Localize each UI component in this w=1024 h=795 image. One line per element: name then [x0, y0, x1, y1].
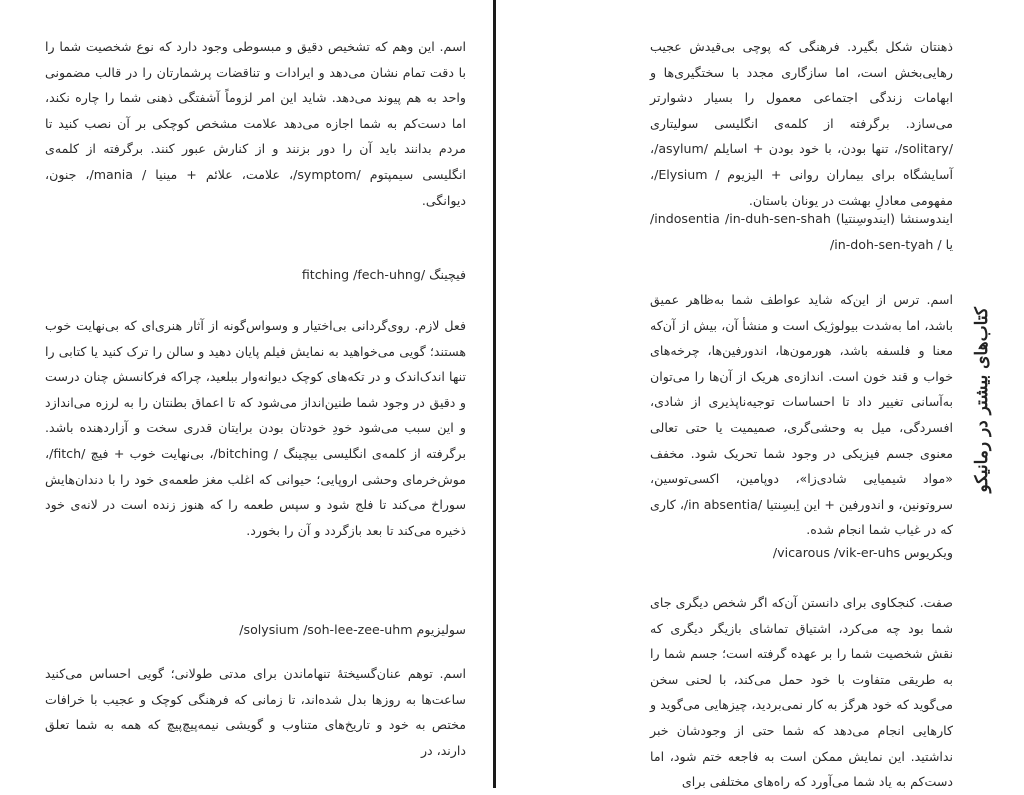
running-title [958, 300, 1006, 500]
left-paragraph-2: فعل لازم. روی‌گردانی بی‌اختیار و وسواس‌گونه از آثار هنری‌ای که بی‌نهایت خوب هستند؛ گویی می‌خواهید به نمایش فیلم پایان دهید و سالن را ترک کنید یا کتابی را تنها اندک‌اندک و در تکه‌های کوچک دیوانه‌وار ببلعید، چراکه فرکانسش چنان درست و دقیق در وجود شما طنین‌انداز می‌شود که تا اعماق بطنتان را به لرزه می‌اندازد و این سبب می‌شود خودِ خودتان بودن برایتان قدری سخت و آزاردهنده باشد. برگرفته از کلمه‌ی انگلیسی بیچینگ / bitching/، بی‌نهایت خوب + فیچ /fitch/، موش‌خرمای وحشی اروپایی؛ حیوانی که اغلب مغز طعمه‌ی خود را با دندان‌هایش سوراخ می‌کند تا فلج شود و سپس طعمه را که هنوز زنده است در لانه‌ی خود ذخیره می‌کند تا بعد بازگردد و آن را بخورد. [45, 318, 466, 538]
right-entry-heading-vicarous: ویکریوس vicarous /vik-er-uhs/ [772, 545, 953, 560]
running-title-text: کتاب‌های بیشتر در رمانیکو [972, 307, 992, 493]
right-paragraph-3: صفت. کنجکاوی برای دانستن آن‌که اگر شخص دیگری جای شما بود چه می‌کرد، اشتیاق تماشای بازیگر دیگری که نقش شخصیت شما را بر عهده گرفته است؛ جسم شما را به طریقی متفاوت با خود حمل می‌کند، با لحنی سخن می‌گوید که خود هرگز به کار نمی‌بردید، چیزهایی می‌گوید و کارهایی انجام می‌دهد که شما حتی از وجودشان خبر نداشتید. این نمایش ممکن است به فاجعه ختم شود، اما دست‌کم به یاد شما می‌آورد که راه‌های مختلفی برای [650, 595, 953, 790]
left-entry-heading-fitching: فیچینگ /fitching /fech-uhng [301, 267, 466, 282]
page-divider [493, 0, 496, 788]
left-entry-heading-solysium: سولیزیوم solysium /soh-lee-zee-uhm/ [239, 622, 466, 637]
left-paragraph-3: اسم. توهم عنان‌گسیختهٔ تنهاماندن برای مدتی طولانی؛ گویی احساس می‌کنید ساعت‌ها به روزها بدل شده‌اند، تا زمانی که فرهنگی کوچک و عجیب با خرافات مختص به خود و تاریخ‌های متناوب و گویشی نیمه‌پیچ‌پیچ که همه به شما تعلق دارند، در [45, 666, 466, 758]
right-paragraph-1: ذهنتان شکل بگیرد. فرهنگی که پوچی بی‌قیدش عجیب رهایی‌بخش است، اما سازگاری مجدد با سختگیری‌ها و ابهامات زندگی اجتماعی معمول را بسیار دشوارتر می‌سازد. برگرفته از کلمه‌ی انگلیسی سولیتاری /solitary/، تنها بودن، با خود بودن + اسایلم /asylum/، آسایشگاه برای بیماران روانی + الیزیوم / Elysium/، مفهومی معادلِ بهشت در یونان باستان. [650, 39, 953, 208]
right-paragraph-2: اسم. ترس از این‌که شاید عواطف شما به‌ظاهر عمیق باشد، اما به‌شدت بیولوژیک است و منشأ آن، بیش از آن‌که معنا و فلسفه باشد، هورمون‌ها، اندورفین‌ها، چرخه‌های خواب و قند خون است. اندازه‌ی هریک از آن‌ها را می‌توان به‌آسانی تغییر داد تا احساسات توجیه‌ناپذیری از شادی، افسردگی، میل به وحشی‌گری، صمیمیت یا حتی تعالی معنوی جسم فیزیکی در وجود شما تحریک شود. مخفف «مواد شیمیایی شادی‌زا»، دوپامین، اکسی‌توسین، سروتونین، و اندورفین + این اِبسِنتیا /in absentia/، کاری که در غیاب شما انجام شده. [650, 292, 953, 538]
right-entry-heading-indosentia: ایندوسنشا (ایندوسِنتیا) indosentia /in-duh-sen-shah/ یا / in-doh-sen-tyah/ [650, 211, 953, 252]
left-paragraph-1: اسم. این وهم که تشخیص دقیق و مبسوطی وجود دارد که نوع شخصیت شما را با دقت تمام نشان می‌دهد و ایرادات و تناقضات پرشمارتان را در قالب مضمونی واحد به هم پیوند می‌دهد. شاید این امر لزوماً آشفتگی ذهنی شما را چاره نکند، اما دست‌کم به شما اجازه می‌دهد علامت مشخص کوچکی بر آن نصب کنید تا مردم بدانند باید آن را دور بزنند و از کنارش عبور کنند. برگرفته از کلمه‌ی انگلیسی سیمپتوم /symptom/، علامت، علائم + مینیا / mania/، جنون، دیوانگی. [45, 39, 466, 208]
